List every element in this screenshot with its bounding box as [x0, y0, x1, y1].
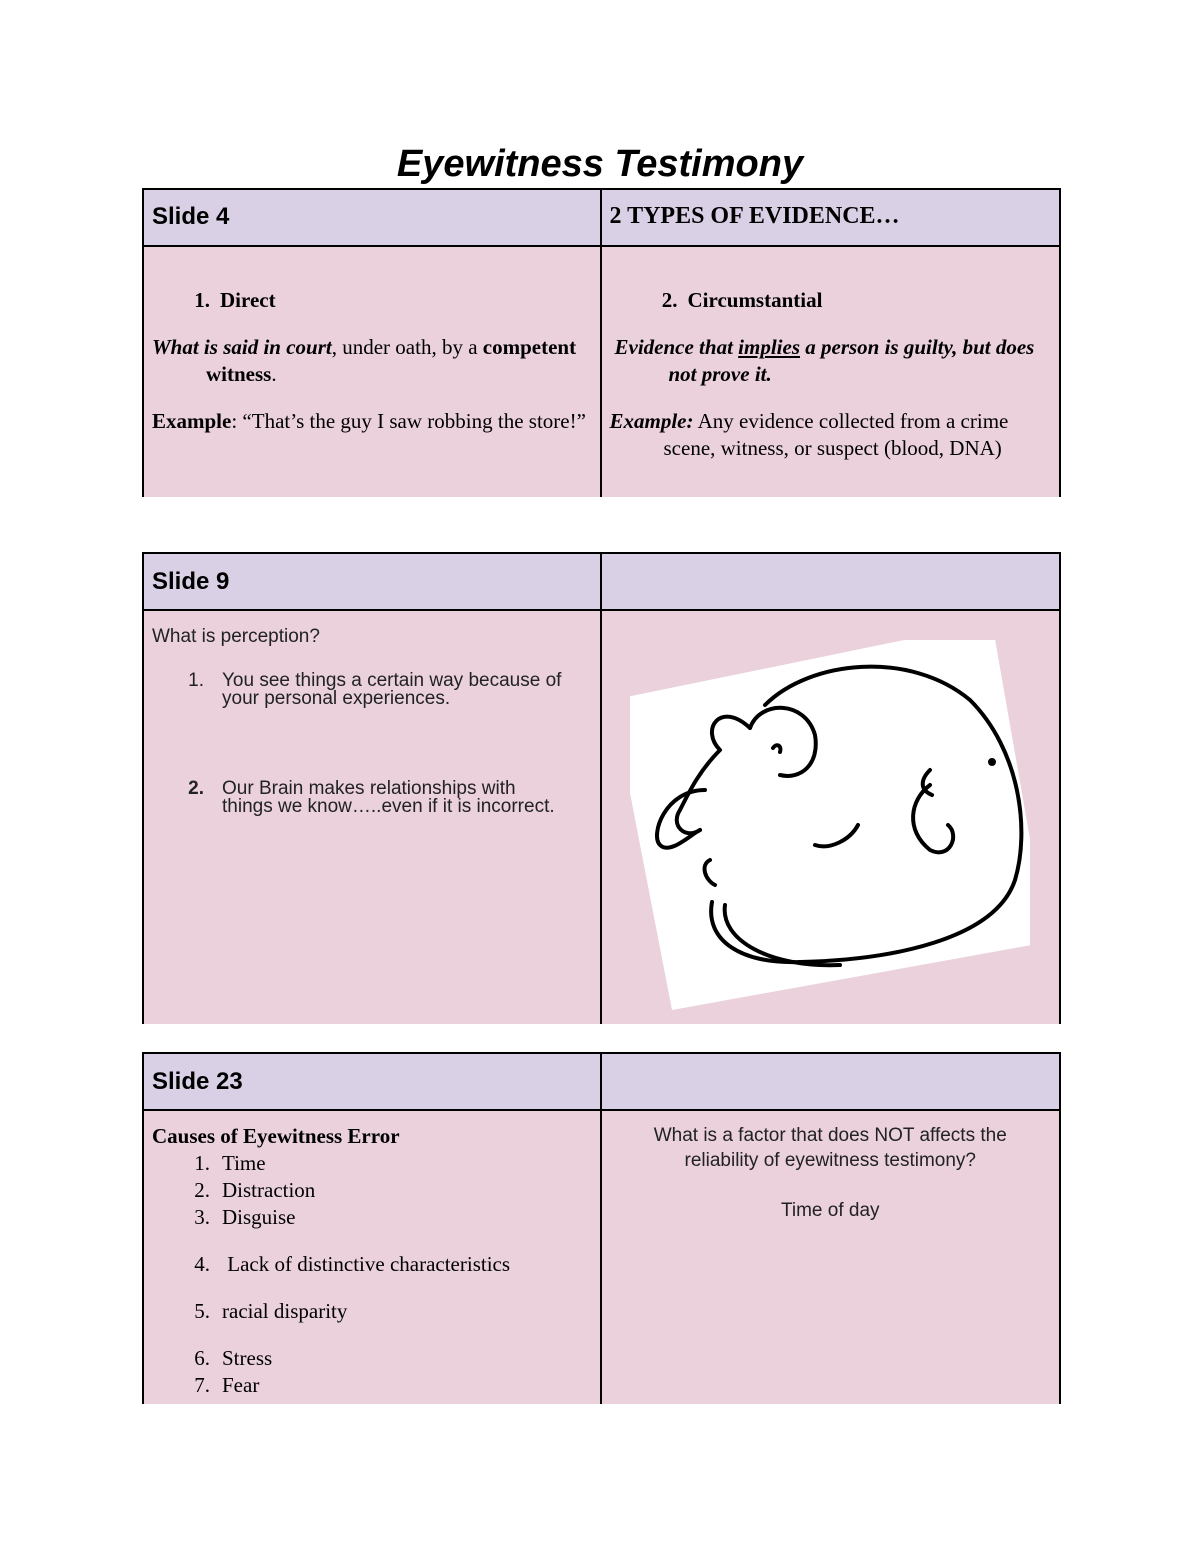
slide-9-header-right: [602, 554, 1060, 609]
slide-4-header: Slide 4: [144, 190, 602, 245]
cause-item: [152, 1372, 592, 1399]
cause-number: 6.: [194, 1346, 210, 1370]
direct-definition-text: , under oath, by a: [331, 335, 483, 359]
cause-item: [152, 1345, 592, 1372]
cause-number: 3.: [194, 1205, 210, 1229]
perception-cell: [144, 611, 602, 1024]
circumstantial-definition: [615, 334, 1052, 388]
factor-answer: Time of day: [780, 1200, 880, 1221]
perception-question: What is perception?: [152, 626, 320, 647]
cause-text: Stress: [222, 1346, 273, 1370]
cause-text: Time: [222, 1151, 266, 1175]
slide-23-header: Slide 23: [144, 1054, 602, 1109]
causes-cell: [144, 1111, 602, 1404]
slide-4-table: [142, 188, 1061, 497]
factor-cell: [602, 1111, 1060, 1404]
causes-list: [152, 1150, 592, 1399]
circumstantial-example: [610, 408, 1052, 462]
perception-item-2: [152, 780, 592, 816]
cause-number: 1.: [194, 1151, 210, 1175]
cause-text: Fear: [222, 1373, 260, 1397]
causes-title: Causes of Eyewitness Error: [152, 1124, 400, 1148]
cause-item: [152, 1177, 592, 1204]
direct-definition-end: .: [271, 362, 277, 386]
slide-9-header: Slide 9: [144, 554, 602, 609]
direct-example-label: Example: [152, 409, 232, 433]
cause-text: Lack of distinctive characteristics: [222, 1252, 511, 1276]
circumstantial-evidence-cell: [602, 247, 1060, 497]
direct-item-number: 1.: [194, 288, 210, 312]
slide-23-body-row: [144, 1111, 1059, 1404]
cause-text: Distraction: [222, 1178, 316, 1202]
direct-example-text: : “That’s the guy I saw robbing the store!”: [231, 409, 586, 433]
direct-definition-italic: What is said in court: [152, 335, 332, 359]
cause-item: [152, 1298, 592, 1325]
slide-4-header-row: [144, 190, 1059, 247]
direct-definition: [152, 334, 592, 388]
direct-evidence-cell: [144, 247, 602, 497]
slide-23-header-row: [144, 1054, 1059, 1111]
circumstantial-definition-underline: implies: [738, 335, 800, 359]
direct-item-label: Direct: [220, 288, 276, 312]
cause-item: [152, 1150, 592, 1177]
perception-item-2-text: Our Brain makes relationships with things we know…..even if it is incorrect.: [222, 778, 555, 817]
cause-number: 2.: [194, 1178, 210, 1202]
circumstantial-item-number: 2.: [661, 288, 678, 312]
circumstantial-item: [610, 287, 1052, 314]
direct-example: [152, 408, 592, 435]
direct-item: [152, 287, 592, 314]
cause-item: [152, 1204, 592, 1231]
circumstantial-example-label: Example:: [609, 409, 694, 433]
circumstantial-example-text: Any evidence collected from a crime scene, witness, or suspect (blood, DNA): [663, 409, 1009, 460]
factor-question: What is a factor that does NOT affects the reliability of eyewitness testimony?: [653, 1125, 1007, 1171]
page-title: Eyewitness Testimony: [396, 143, 804, 185]
direct-definition-bold: competent witness: [206, 335, 577, 386]
cause-text: racial disparity: [222, 1299, 348, 1323]
perception-item-1: [152, 672, 592, 708]
circumstantial-item-label: Circumstantial: [687, 288, 823, 312]
cause-text: Disguise: [222, 1205, 296, 1229]
circumstantial-definition-part2: a person is guilty, but does not prove it.: [668, 335, 1035, 386]
slide-4-body-row: [144, 247, 1059, 497]
perception-item-1-text: You see things a certain way because of your personal experiences.: [222, 670, 562, 709]
face-line-drawing-icon: [630, 640, 1030, 1010]
cause-number: 7.: [194, 1373, 210, 1397]
perception-item-1-number: 1.: [188, 670, 204, 691]
cause-item: [152, 1251, 592, 1278]
evidence-types-header: 2 TYPES OF EVIDENCE…: [609, 203, 900, 229]
cause-number: 5.: [194, 1299, 210, 1323]
circumstantial-definition-part1: Evidence that: [614, 335, 739, 359]
perception-item-2-number: 2.: [188, 778, 204, 799]
slide-23-header-right: [602, 1054, 1060, 1109]
slide-23-table: [142, 1052, 1061, 1404]
face-drawing: [630, 640, 1030, 1010]
cause-number: 4.: [194, 1252, 210, 1276]
slide-9-header-row: [144, 554, 1059, 611]
drawing-paper: [630, 640, 1030, 1010]
